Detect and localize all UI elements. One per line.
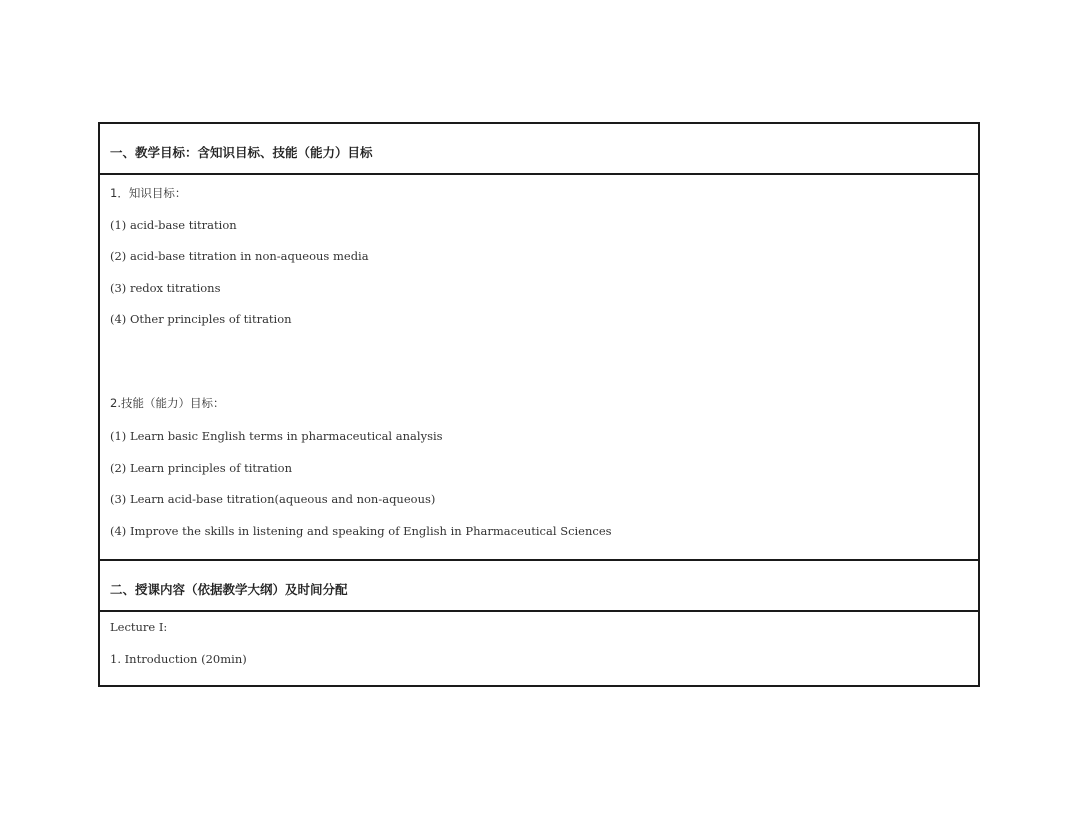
objectives-body	[100, 175, 978, 561]
skills-goals-title: 2.技能（能力）目标：	[110, 395, 225, 410]
skills-item: (3) Learn acid-base titration(aqueous and non-aqueous)	[110, 492, 436, 506]
knowledge-item: (2) acid-base titration in non-aqueous media	[110, 249, 369, 263]
knowledge-item: (4) Other principles of titration	[110, 312, 292, 326]
knowledge-item: (3) redox titrations	[110, 280, 221, 295]
lecture-title: Lecture I:	[110, 620, 168, 634]
content-body	[100, 612, 978, 685]
skills-item: (2) Learn principles of titration	[110, 460, 293, 475]
knowledge-item: (1) acid-base titration	[110, 217, 237, 232]
knowledge-goals-title: 1．知识目标：	[110, 186, 187, 200]
skills-item: (1) Learn basic English terms in pharmaceutical analysis	[110, 429, 443, 443]
syllabus-table	[98, 122, 980, 687]
lecture-item: 1. Introduction (20min)	[110, 651, 247, 666]
section-header-content: 二、授课内容（依据教学大纲）及时间分配	[100, 561, 978, 612]
section-header-objectives: 一、教学目标：含知识目标、技能（能力）目标	[100, 124, 978, 175]
skills-item: (4) Improve the skills in listening and speaking of English in Pharmaceutical Sciences	[110, 523, 612, 538]
